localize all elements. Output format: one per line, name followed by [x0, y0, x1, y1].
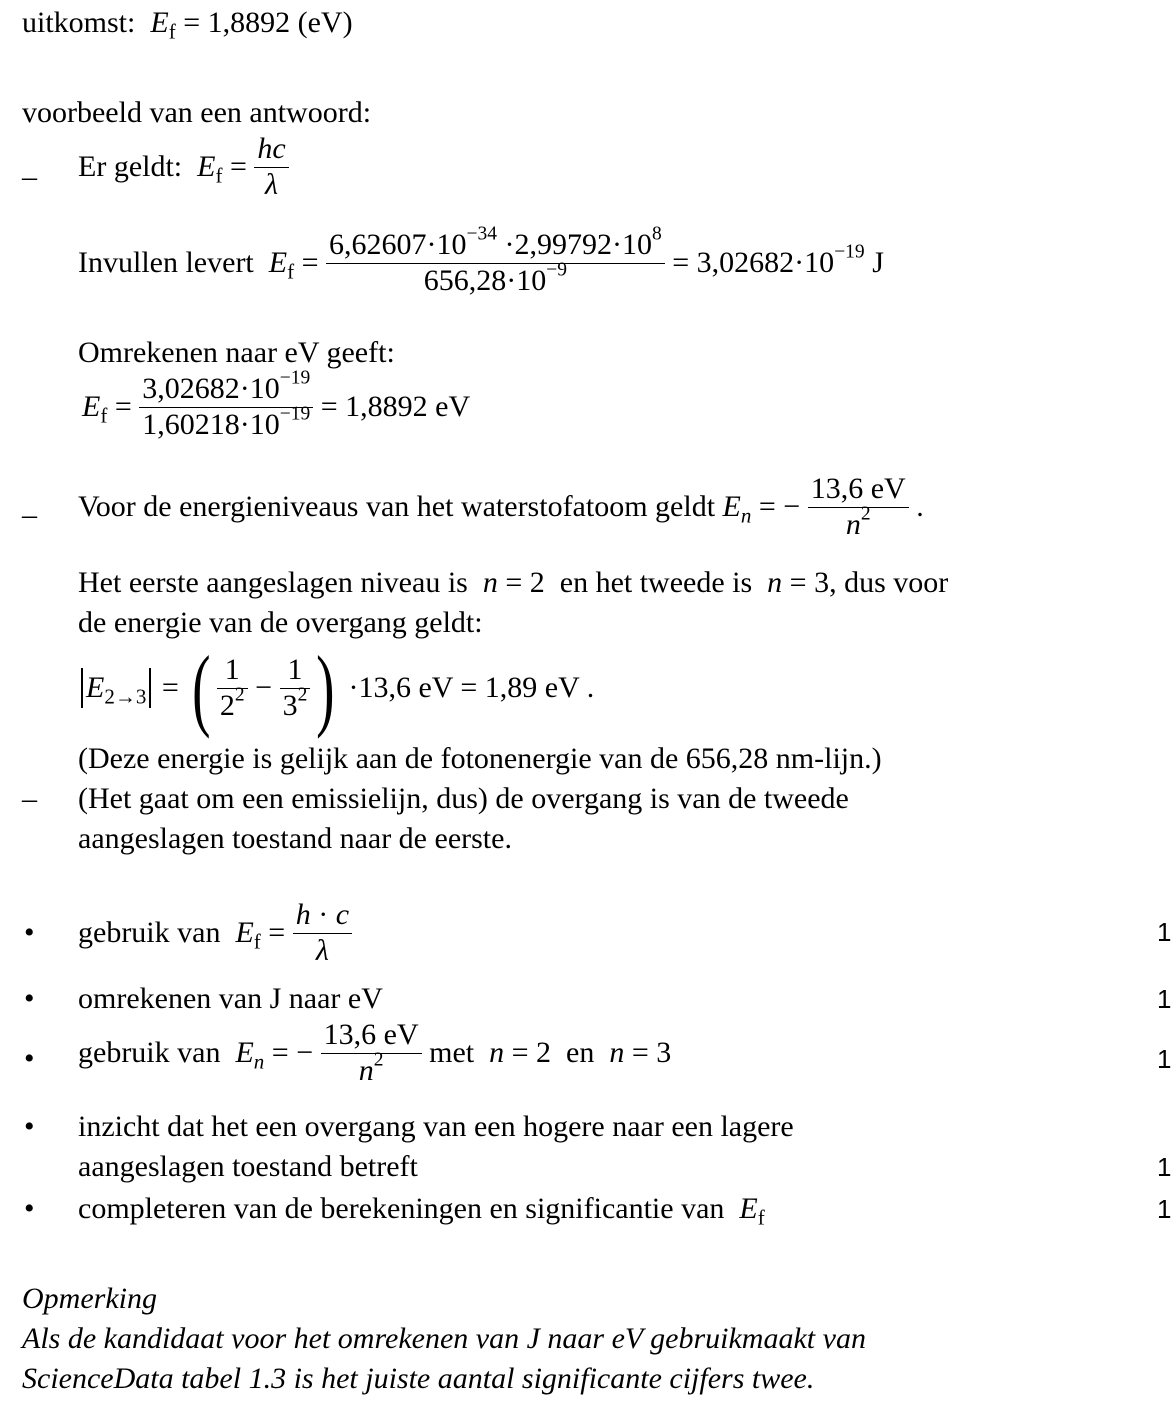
dash-marker: – — [22, 782, 37, 815]
formula-ev-conversion: $E_f$ = $\frac{3,02682\cdot 10^{-19}}{1,60218\cdot 10^{-19}}$ = 1,8892 eV — [82, 367, 471, 441]
bullet-marker: • — [24, 1110, 35, 1143]
remark-title: Opmerking — [22, 1282, 157, 1315]
fraction-energy-level: $\frac{13,6 eV}{n^2}$ — [808, 472, 909, 542]
fraction-hc-lambda: $\frac{hc}{\lambda}$ — [254, 132, 288, 202]
step-fotonenergie: (Deze energie is gelijk aan de fotonenergie van de 656,28 nm-lijn.) — [78, 742, 882, 775]
result-line: uitkomst: $E_f = 1,8892$ (eV) — [22, 6, 353, 44]
score-item-inzicht: inzicht dat het een overgang van een hogere naar een lagere — [78, 1110, 794, 1143]
step-emissielijn-cont: aangeslagen toestand naar de eerste. — [78, 822, 512, 855]
step-energieniveaus: Voor de energieniveaus van het waterstofatoom geldt $E_n$ = − $\frac{13,6 eV}{n^2}$ . — [78, 472, 924, 541]
step-omrekenen: Omrekenen naar eV geeft: — [78, 336, 395, 369]
score-points: 1 — [1157, 1194, 1172, 1224]
example-heading: voorbeeld van een antwoord: — [22, 96, 372, 129]
step-energie-overgang: de energie van de overgang geldt: — [78, 606, 483, 639]
score-points: 1 — [1157, 917, 1172, 947]
bullet-marker: • — [24, 1042, 35, 1075]
step-aangeslagen-niveau: Het eerste aangeslagen niveau is n = 2 en het tweede is n = 3, dus voor — [78, 566, 949, 599]
score-item-omrekenen: omrekenen van J naar eV — [78, 982, 383, 1015]
dash-marker: – — [22, 160, 37, 193]
bullet-marker: • — [24, 1192, 35, 1225]
score-item-gebruik-en: gebruik van $E_n$ = − $\frac{13,6 eV}{n^2}$ met n = 2 en n = 3 — [78, 1018, 672, 1087]
bullet-marker: • — [24, 916, 35, 949]
score-points: 1 — [1157, 984, 1172, 1014]
score-points: 1 — [1157, 1152, 1172, 1182]
score-points: 1 — [1157, 1044, 1172, 1074]
score-item-inzicht-cont: aangeslagen toestand betreft — [78, 1150, 418, 1183]
step-er-geldt: Er geldt: $E_f$ = $\frac{hc}{\lambda}$ — [78, 132, 289, 202]
step-invullen: Invullen levert $E_f$ = $\frac{6,62607\cdot 10^{-34} \cdot 2,99792\cdot 10^8}{656,28\cdot 10^{-9}}$ = $3,02682\cdot 10^{-19}$ J — [78, 223, 884, 297]
score-item-gebruik-ef: gebruik van $E_f$ = $\frac{h \cdot c}{\lambda}$ — [78, 898, 352, 968]
fraction-planck-calculation: $\frac{6,62607\cdot 10^{-34} \cdot 2,99792\cdot 10^8}{656,28\cdot 10^{-9}}$ — [326, 228, 665, 298]
result-prefix: uitkomst: — [22, 6, 136, 39]
dash-marker: – — [22, 498, 37, 531]
bullet-marker: • — [24, 982, 35, 1015]
remark-line-1: Als de kandidaat voor het omrekenen van J naar eV gebruikmaakt van — [22, 1322, 866, 1355]
score-item-completeren: completeren van de berekeningen en significantie van $E_f$ — [78, 1192, 765, 1230]
formula-transition-energy: $E_{2\to 3}$ = ( $\frac{1}{2^2}$ − $\frac{1}{3^2}$ ) ·13,6 eV = 1,89 eV . — [78, 642, 594, 734]
remark-line-2: ScienceData tabel 1.3 is het juiste aantal significante cijfers twee. — [22, 1362, 815, 1395]
step-emissielijn: (Het gaat om een emissielijn, dus) de overgang is van de tweede — [78, 782, 849, 815]
